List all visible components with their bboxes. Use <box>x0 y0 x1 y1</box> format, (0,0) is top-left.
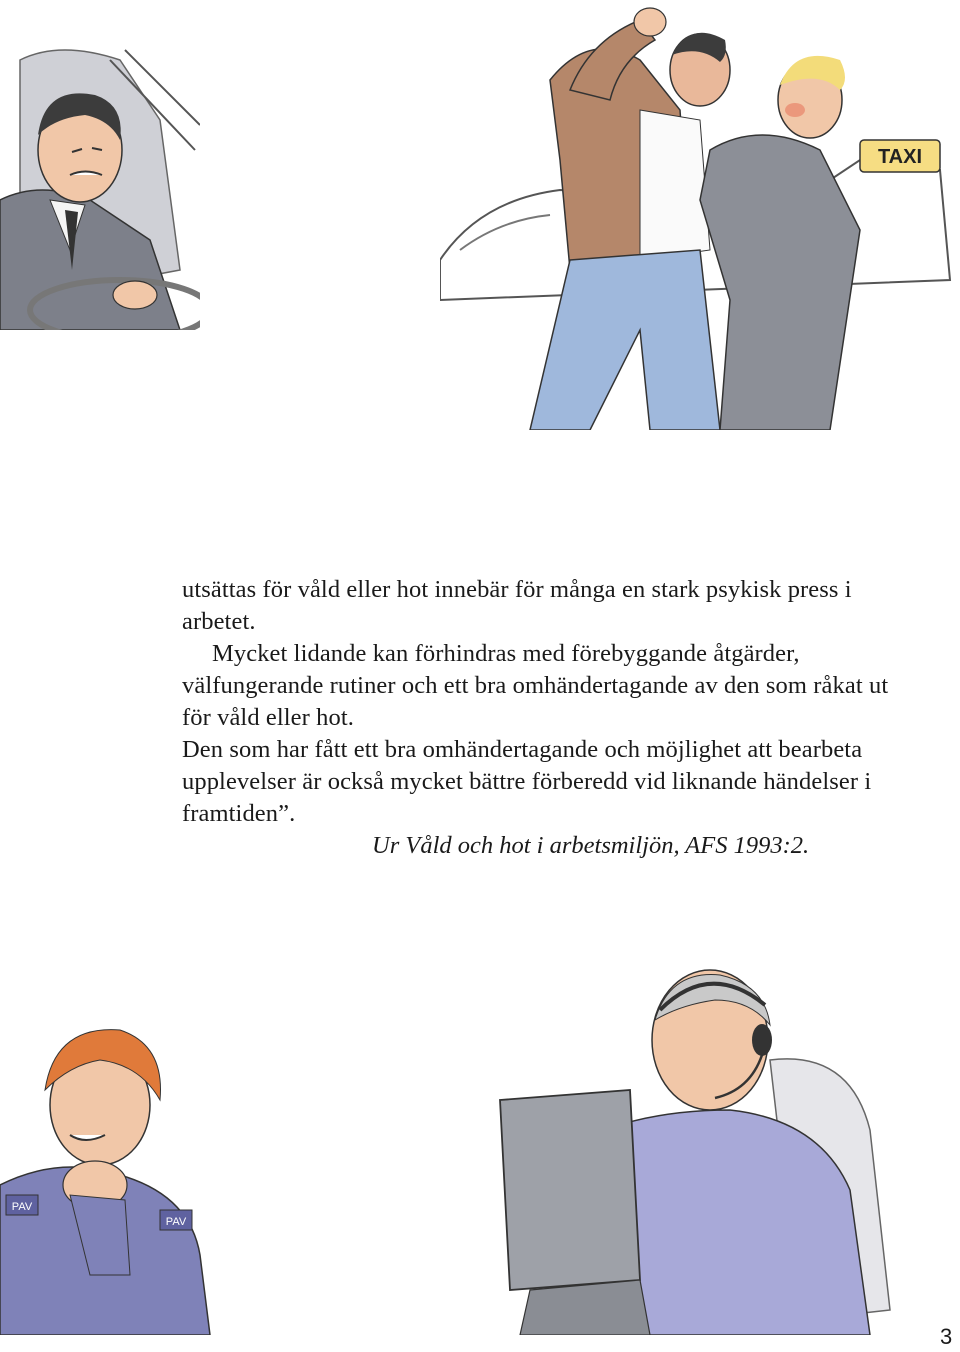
paragraph-3: Den som har fått ett bra omhändertagande och möjlighet att bearbeta upplevelser är också mycket bättre förberedd vid liknande händelser i framtiden”. <box>182 736 872 827</box>
page-number: 3 <box>940 1324 953 1349</box>
badge-right-text: PAV <box>165 1216 187 1228</box>
paragraph-2: Mycket lidande kan förhindras med förebyggande åtgärder, välfungerande rutiner och ett bra omhändertagande av den som råkat ut för våld eller hot. <box>182 640 889 731</box>
illustration-taxi-assault <box>440 0 960 430</box>
illustration-stressed-driver <box>0 40 200 330</box>
badge-left-text: PAV <box>11 1201 33 1213</box>
citation: Ur Våld och hot i arbetsmiljön, AFS 1993:2. <box>372 832 810 859</box>
paragraph-1: utsättas för våld eller hot innebär för många en stark psykisk press i arbetet. <box>182 576 852 635</box>
article-text <box>182 574 892 830</box>
illustration-headset-operator <box>470 950 940 1335</box>
illustration-thinking-woman <box>0 995 225 1335</box>
taxi-sign-text: TAXI <box>877 146 923 168</box>
